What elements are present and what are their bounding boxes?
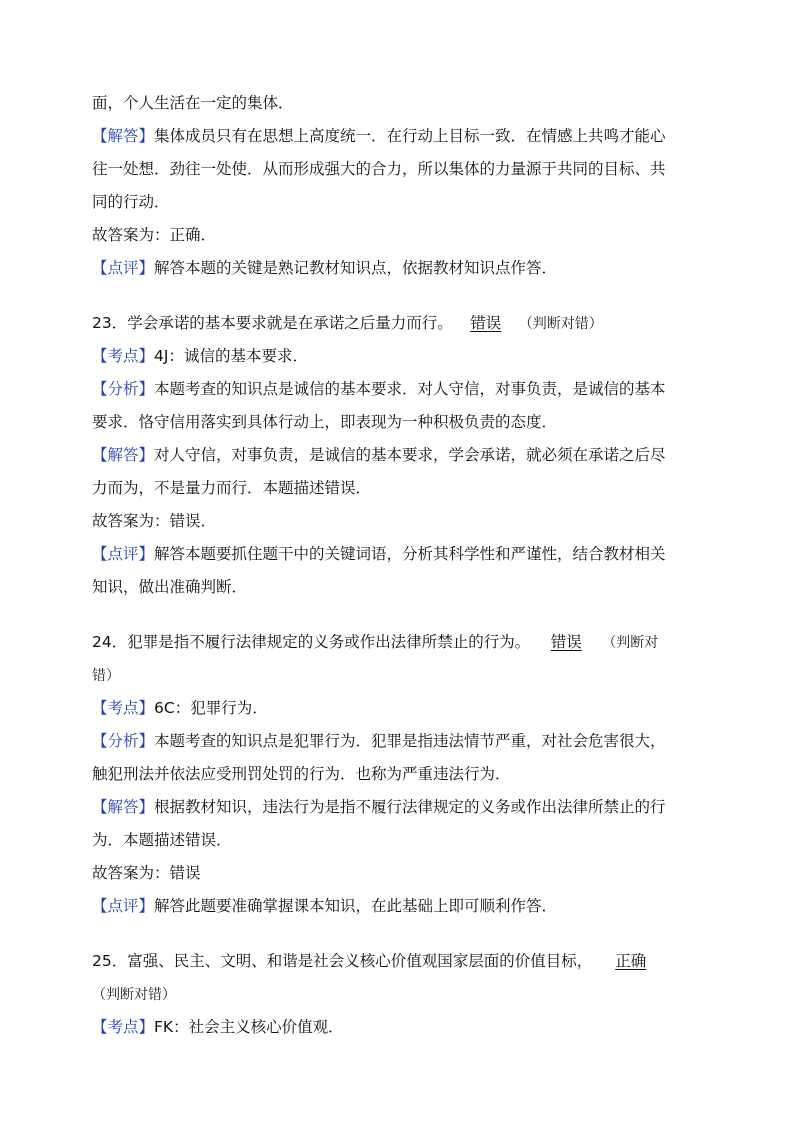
q23-dianping-line: 知识，做出准确判断．: [92, 578, 248, 596]
fenxi-tag: 【分析】: [92, 380, 155, 398]
q22-stem-tail: 面，个人生活在一定的集体．: [92, 94, 294, 112]
jieda-tag: 【解答】: [92, 798, 155, 816]
q25-stem: 25．富强、民主、文明、和谐是社会义核心价值观国家层面的价值目标， 正确: [92, 952, 647, 970]
document-page: [92, 92, 712, 1049]
q22-jieda-line: 【解答】集体成员只有在思想上高度统一．在行动上目标一致．在情感上共鸣才能心: [92, 127, 666, 145]
q24-answer: 故答案为：错误: [92, 864, 201, 882]
q23-fenxi-line: 要求．恪守信用落实到具体行动上，即表现为一种积极负责的态度．: [92, 413, 558, 431]
q24-kaodian-line: 【考点】6C：犯罪行为．: [92, 699, 268, 717]
q25-answer-blank: 正确: [615, 952, 647, 970]
q24-stem: 错）: [92, 668, 120, 684]
q24-jieda-line: 为．本题描述错误．: [92, 831, 232, 849]
q24-fenxi-line: 触犯刑法并依法应受刑罚处罚的行为．也称为严重违法行为．: [92, 765, 511, 783]
q23-dianping-line: 【点评】解答本题要抓住题干中的关键词语，分析其科学性和严谨性，结合教材相关: [92, 545, 666, 563]
q23-answer: 故答案为：错误．: [92, 512, 217, 530]
q22-answer: 故答案为：正确．: [92, 226, 217, 244]
q23-kaodian-line: 【考点】4J：诚信的基本要求．: [92, 347, 308, 365]
q23-jieda-line: 【解答】对人守信，对事负责，是诚信的基本要求，学会承诺，就必须在承诺之后尽: [92, 446, 666, 464]
q23-answer-blank: 错误: [470, 314, 502, 332]
dianping-tag: 【点评】: [92, 897, 155, 915]
q24-dianping-line: 【点评】解答此题要准确掌握课本知识，在此基础上即可顺利作答．: [92, 897, 558, 915]
q25-kaodian-line: 【考点】FK：社会主义核心价值观．: [92, 1018, 344, 1036]
q24-answer-blank: 错误: [550, 633, 582, 651]
q22-dianping-line: 【点评】解答本题的关键是熟记教材知识点，依据教材知识点作答．: [92, 259, 558, 277]
q23-fenxi-line: 【分析】本题考查的知识点是诚信的基本要求．对人守信，对事负责，是诚信的基本: [92, 380, 666, 398]
q23-stem: 23．学会承诺的基本要求就是在承诺之后量力而行。 错误 （判断对错）: [92, 314, 603, 332]
fenxi-tag: 【分析】: [92, 732, 155, 750]
q23-jieda-line: 力而为，不是量力而行．本题描述错误．: [92, 479, 372, 497]
dianping-tag: 【点评】: [92, 259, 155, 277]
q22-jieda-line: 往一处想．劲往一处使．从而形成强大的合力，所以集体的力量源于共同的目标、共: [92, 160, 666, 178]
q24-stem: 24．犯罪是指不履行法律规定的义务或作出法律所禁止的行为。 错误 （判断对: [92, 633, 659, 651]
q24-jieda-line: 【解答】根据教材知识，违法行为是指不履行法律规定的义务或作出法律所禁止的行: [92, 798, 666, 816]
jieda-tag: 【解答】: [92, 127, 155, 145]
kaodian-tag: 【考点】: [92, 699, 155, 717]
q25-stem: （判断对错）: [92, 987, 176, 1003]
jieda-tag: 【解答】: [92, 446, 155, 464]
q24-fenxi-line: 【分析】本题考查的知识点是犯罪行为．犯罪是指违法情节严重，对社会危害很大，: [92, 732, 666, 750]
kaodian-tag: 【考点】: [92, 347, 155, 365]
q22-jieda-line: 同的行动．: [92, 193, 170, 211]
kaodian-tag: 【考点】: [92, 1018, 155, 1036]
dianping-tag: 【点评】: [92, 545, 155, 563]
